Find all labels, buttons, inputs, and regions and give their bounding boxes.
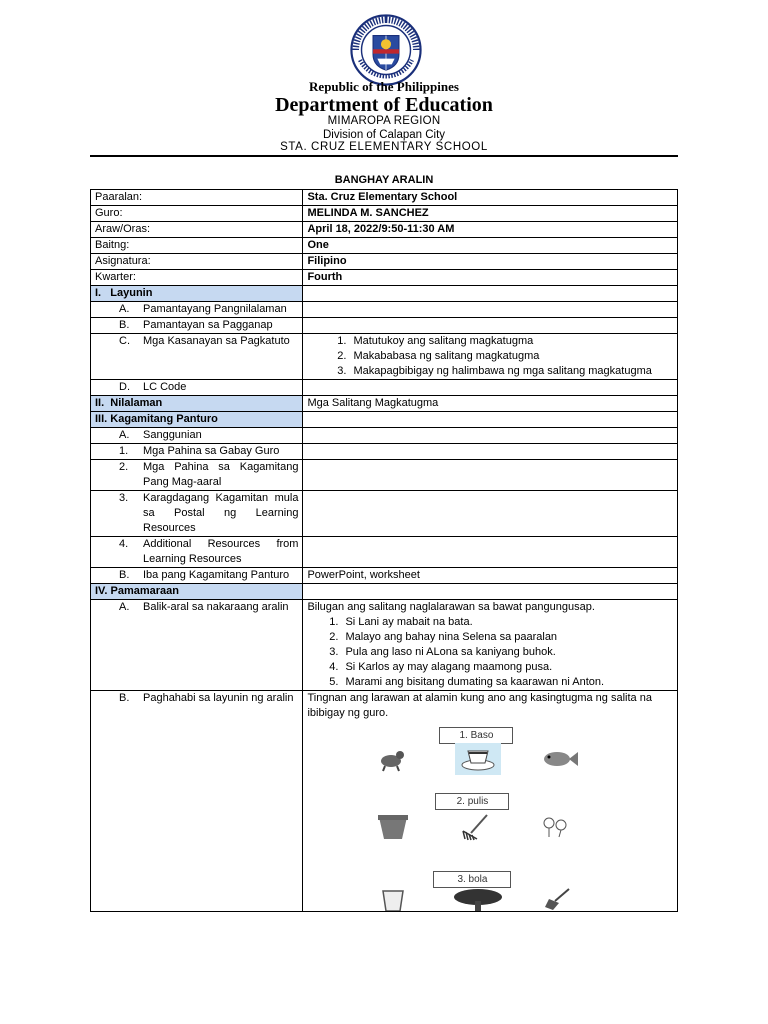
item-cell bbox=[91, 537, 303, 568]
item-key: 1. bbox=[119, 445, 129, 457]
item-key: A. bbox=[119, 601, 130, 613]
document-title: BANGHAY ARALIN bbox=[334, 174, 434, 186]
section-row bbox=[91, 396, 678, 412]
item-value bbox=[303, 460, 678, 491]
item-text: Mga Kasanayan sa Pagkatuto bbox=[143, 335, 290, 347]
info-label: Guro: bbox=[91, 206, 303, 222]
cup-picture bbox=[455, 743, 501, 775]
item-text: Pamantayan sa Pagganap bbox=[143, 319, 273, 331]
item-key: C. bbox=[119, 335, 130, 347]
table-row bbox=[91, 318, 678, 334]
item-value bbox=[303, 444, 678, 460]
item-key: A. bbox=[119, 429, 130, 441]
table-row bbox=[91, 428, 678, 444]
item-key: B. bbox=[119, 319, 130, 331]
table-row bbox=[91, 568, 678, 584]
deped-seal-logo bbox=[350, 14, 422, 86]
section-title-pamamaraan: IV. Pamamaraan bbox=[91, 584, 303, 600]
section-row bbox=[91, 584, 678, 600]
list-item: 1. Matutukoy ang salitang magkatugma bbox=[349, 334, 673, 349]
table-row bbox=[91, 600, 678, 691]
item-key: 4. bbox=[119, 538, 129, 550]
item-text: Paghahabi sa layunin ng aralin bbox=[143, 692, 294, 704]
word-box: 2. pulis bbox=[435, 793, 509, 810]
section-row bbox=[91, 286, 678, 302]
table-row bbox=[91, 222, 678, 238]
table-row bbox=[91, 302, 678, 318]
info-label: Asignatura: bbox=[91, 254, 303, 270]
empty-cell bbox=[303, 412, 678, 428]
item-cell bbox=[91, 380, 303, 396]
item-cell bbox=[91, 444, 303, 460]
review-instruction: Bilugan ang salitang naglalarawan sa bawat pangungusap. bbox=[307, 601, 595, 613]
dog-picture bbox=[373, 745, 413, 773]
list-item: 4. Si Karlos ay may alagang maamong pusa. bbox=[341, 660, 673, 675]
item-text: Additional Resources from Learning Resources bbox=[143, 538, 299, 565]
section-title-nilalaman: II. Nilalaman bbox=[91, 396, 303, 412]
region-heading: MIMAROPA REGION bbox=[327, 115, 441, 127]
lesson-plan-table bbox=[90, 189, 678, 912]
item-value bbox=[303, 491, 678, 537]
review-cell bbox=[303, 600, 678, 691]
table-row bbox=[91, 537, 678, 568]
fish-picture bbox=[539, 745, 579, 773]
tree-picture bbox=[453, 887, 503, 911]
info-label: Araw/Oras: bbox=[91, 222, 303, 238]
info-value: April 18, 2022/9:50-11:30 AM bbox=[303, 222, 678, 238]
item-text: Balik-aral sa nakaraang aralin bbox=[143, 601, 289, 613]
shovel-picture bbox=[537, 887, 577, 911]
item-text: Iba pang Kagamitang Panturo bbox=[143, 569, 290, 581]
item-key: D. bbox=[119, 381, 130, 393]
flowers-picture bbox=[537, 813, 577, 841]
activity-instruction: Tingnan ang larawan at alamin kung ano ang kasingtugma ng salita na ibibigay ng guro. bbox=[307, 692, 652, 719]
table-row bbox=[91, 691, 678, 912]
info-label: Paaralan: bbox=[91, 190, 303, 206]
flower-pot-picture bbox=[373, 813, 413, 841]
item-cell bbox=[91, 334, 303, 380]
info-label: Kwarter: bbox=[91, 270, 303, 286]
empty-cell bbox=[303, 380, 678, 396]
empty-cell bbox=[303, 286, 678, 302]
info-value: Filipino bbox=[303, 254, 678, 270]
item-text: Sanggunian bbox=[143, 429, 202, 441]
table-row bbox=[91, 206, 678, 222]
item-text: Karagdagang Kagamitan mula sa Postal ng Learning Resources bbox=[143, 492, 299, 534]
picture-activity bbox=[307, 721, 673, 911]
section-title-layunin: I. Layunin bbox=[91, 286, 303, 302]
item-cell bbox=[91, 691, 303, 912]
word-box: 3. bola bbox=[433, 871, 511, 888]
list-item: 5. Marami ang bisitang dumating sa kaarawan ni Anton. bbox=[341, 675, 673, 690]
table-row bbox=[91, 460, 678, 491]
list-item: 2. Makababasa ng salitang magkatugma bbox=[349, 349, 673, 364]
section-row bbox=[91, 412, 678, 428]
table-row bbox=[91, 270, 678, 286]
table-row bbox=[91, 444, 678, 460]
table-row bbox=[91, 380, 678, 396]
info-value: One bbox=[303, 238, 678, 254]
republic-heading: Republic of the Philippines bbox=[309, 79, 459, 94]
item-cell bbox=[91, 460, 303, 491]
division-heading: Division of Calapan City bbox=[322, 129, 446, 141]
list-item: 3. Pula ang laso ni ALona sa kaniyang buhok. bbox=[341, 645, 673, 660]
rake-picture bbox=[455, 813, 495, 841]
empty-cell bbox=[303, 584, 678, 600]
item-text: Mga Pahina sa Kagamitang Pang Mag-aaral bbox=[143, 461, 299, 488]
item-key: A. bbox=[119, 303, 130, 315]
info-value: MELINDA M. SANCHEZ bbox=[303, 206, 678, 222]
item-cell bbox=[91, 318, 303, 334]
table-row bbox=[91, 491, 678, 537]
info-value: Fourth bbox=[303, 270, 678, 286]
header-divider bbox=[90, 155, 678, 157]
empty-cell bbox=[303, 302, 678, 318]
school-heading: STA. CRUZ ELEMENTARY SCHOOL bbox=[280, 141, 488, 153]
info-label: Baitng: bbox=[91, 238, 303, 254]
objectives-cell bbox=[303, 334, 678, 380]
table-row bbox=[91, 190, 678, 206]
section-title-kagamitang-panturo: III. Kagamitang Panturo bbox=[91, 412, 303, 428]
activity-cell bbox=[303, 691, 678, 912]
table-row bbox=[91, 238, 678, 254]
list-item: 3. Makapagbibigay ng halimbawa ng mga salitang magkatugma bbox=[349, 364, 673, 379]
content-value: Mga Salitang Magkatugma bbox=[303, 396, 678, 412]
item-key: 3. bbox=[119, 492, 129, 504]
review-list bbox=[307, 615, 673, 690]
item-cell bbox=[91, 600, 303, 691]
item-key: B. bbox=[119, 569, 130, 581]
item-text: LC Code bbox=[143, 381, 187, 393]
item-value: PowerPoint, worksheet bbox=[303, 568, 678, 584]
item-cell bbox=[91, 428, 303, 444]
department-heading: Department of Education bbox=[275, 94, 493, 116]
table-row bbox=[91, 254, 678, 270]
glass-picture bbox=[373, 889, 413, 911]
item-value bbox=[303, 537, 678, 568]
word-box: 1. Baso bbox=[439, 727, 513, 744]
item-value bbox=[303, 428, 678, 444]
empty-cell bbox=[303, 318, 678, 334]
item-key: B. bbox=[119, 692, 130, 704]
objectives-list bbox=[307, 334, 673, 379]
item-text: Pamantayang Pangnilalaman bbox=[143, 303, 287, 315]
item-cell bbox=[91, 491, 303, 537]
list-item: 1. Si Lani ay mabait na bata. bbox=[341, 615, 673, 630]
info-value: Sta. Cruz Elementary School bbox=[303, 190, 678, 206]
item-cell bbox=[91, 568, 303, 584]
list-item: 2. Malayo ang bahay nina Selena sa paaralan bbox=[341, 630, 673, 645]
item-key: 2. bbox=[119, 461, 129, 473]
table-row bbox=[91, 334, 678, 380]
item-cell bbox=[91, 302, 303, 318]
item-text: Mga Pahina sa Gabay Guro bbox=[143, 445, 280, 457]
